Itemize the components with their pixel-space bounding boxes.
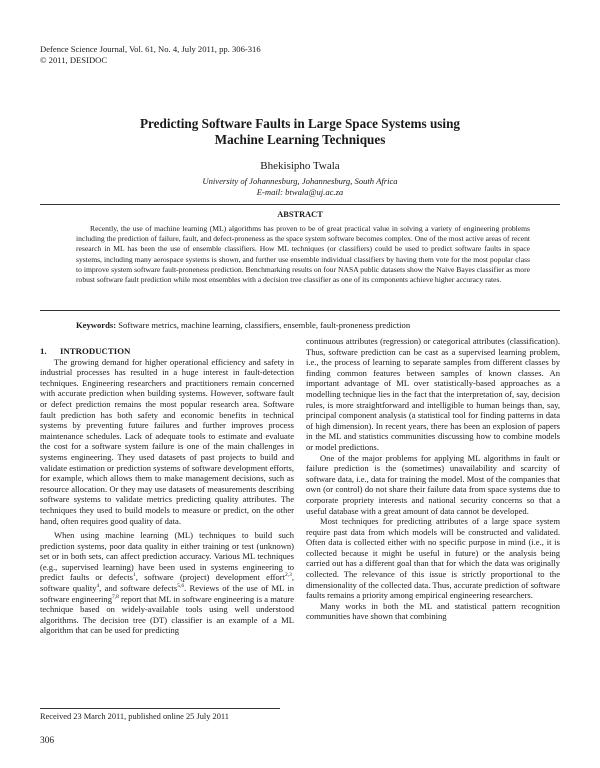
col2-paragraph-4: Many works in both the ML and statistical pattern recognition communities have shown that combining [306, 600, 560, 622]
copyright-notice: © 2011, DESIDOC [40, 55, 108, 65]
author-affiliation-block [0, 176, 600, 198]
col2-paragraph-3: Most techniques for predicting attributes of a large space system require past data from which models will be constructed and validated. Often data is collected either with no specific purpose in mind (i.e., it is collected because it might be useful in future) or the analysis being carried out has a different goal than that for which the data was originally collected. The relevance of this issue is strictly proportional to the dimensionality of the collected data. Thus, accurate prediction of software faults remains a priority among empirical engineering researchers. [306, 516, 560, 601]
footer-rule [40, 708, 280, 709]
p2-text-c: , software quality [40, 572, 294, 594]
citation-ref: 5,6 [177, 583, 185, 590]
page-number: 306 [40, 736, 55, 746]
keywords-label: Keywords: [76, 320, 117, 330]
p2-text-e: . Reviews of the use of ML in software engineering [40, 583, 294, 604]
author-affiliation: University of Johannesburg, Johannesburg, South Africa [202, 176, 398, 186]
journal-header [40, 44, 261, 66]
paper-title [60, 116, 540, 148]
abstract-text: Recently, the use of machine learning (ML) algorithms has proven to be of great practical value in solving a variety of engineering problems including the prediction of failure, fault, and defect-proneness as the space system software becomes complex. One of the most active areas of recent research in ML has been the use of ensemble classifiers. How ML techniques (or classifiers) could be used to predict software faults in space systems, including many aerospace systems is shown, and further use ensemble individual classifiers by having them vote for the most popular class to improve system software fault-proneness prediction. Benchmarking results on four NASA public datasets show the Naive Bayes classifier as more robust software fault prediction while most ensembles with a decision tree classifier as one of its components achieve higher accuracy rates. [76, 224, 530, 285]
p2-text-a: When using machine learning (ML) techniques to build such prediction systems, poor data quality in either training or test (unknown) set or in both sets, can affect prediction accuracy. Various ML techniques (e.g., supervised learning) have been used in systems engineering to predict faults or defects [40, 530, 294, 583]
keywords-line [76, 320, 556, 330]
intro-paragraph-2 [40, 530, 294, 636]
title-line-2: Machine Learning Techniques [214, 132, 386, 147]
citation-ref: 2,3 [284, 572, 292, 579]
section-number: 1. [40, 346, 47, 356]
author-email: E-mail: btwala@uj.ac.za [256, 187, 344, 197]
left-column [40, 346, 294, 636]
received-date: Received 23 March 2011, published online 25 July 2011 [40, 712, 229, 721]
p2-text-f: report that ML in software engineering is a mature technique based on widely-available tools using well understood algorithms. The decision tree (DT) classifier is an example of a ML algorithm that can be used for predicting [40, 593, 294, 636]
title-line-1: Predicting Software Faults in Large Space Systems using [139, 116, 461, 131]
right-column [306, 336, 560, 622]
author-name: Bhekisipho Twala [260, 160, 340, 172]
keywords-text: Software metrics, machine learning, classifiers, ensemble, fault-proneness prediction [118, 320, 411, 330]
abstract-heading: ABSTRACT [277, 210, 323, 219]
abstract-bottom-rule [40, 310, 560, 311]
journal-citation: Defence Science Journal, Vol. 61, No. 4, July 2011, pp. 306-316 [40, 44, 261, 54]
p2-text-b: , software (project) development effort [135, 572, 285, 583]
citation-ref: 7,8 [111, 593, 119, 600]
abstract-top-rule [40, 204, 560, 205]
section-heading [40, 346, 294, 357]
intro-paragraph-1: The growing demand for higher operational efficiency and safety in industrial processes has resulted in a huge interest in fault-detection techniques. Engineering researchers and practitioners remain concerned with accurate prediction when building systems. However, software fault or defect prediction remains the most popular research area. Software fault prediction has both safety and economic benefits in technical systems by preventing future failures and further improves process maintenance schedules. Lack of adequate tools to estimate and evaluate the cost for a software system failure is one of the main challenges in systems engineering. They used datasets of past projects to build and validate estimation or prediction systems of software development efforts, for example, which allows them to make management decisions, such as resource allocation. Or they may use datasets of measurements describing software systems to validate metrics predicting quality attributes. The techniques they used to build models to measure or predict, on the other hand, often requires good quality of data. [40, 356, 294, 526]
section-title: INTRODUCTION [60, 346, 131, 356]
citation-ref: 4 [96, 583, 100, 590]
col2-paragraph-1: continuous attributes (regression) or categorical attributes (classification). Thus, software prediction can be cast as a supervised learning problem, i.e., the process of learning to separate samples from different classes by finding common features between samples of known classes. An important advantage of ML over statistically-based approaches as a modelling technique lies in the fact that the interpretation of, say, decision rules, is more straightforward and intelligible to human beings than, say, principal component analysis (a statistical tool for finding patterns in data of high dimension). In recent years, there has been an explosion of papers in the ML and statistics communities discussing how to combine models or model predictions. [306, 336, 560, 452]
col2-paragraph-2: One of the major problems for applying ML algorithms in fault or failure prediction is the (sometimes) unavailability and scarcity of software data, i.e., data for training the model. Most of the companies that own (or control) do not share their failure data from space systems due to corporate propriety interests and national security concerns so that a useful database with a great amount of data cannot be developed. [306, 452, 560, 516]
p2-text-d: , and software defects [99, 583, 178, 594]
citation-ref: 1 [133, 572, 136, 579]
